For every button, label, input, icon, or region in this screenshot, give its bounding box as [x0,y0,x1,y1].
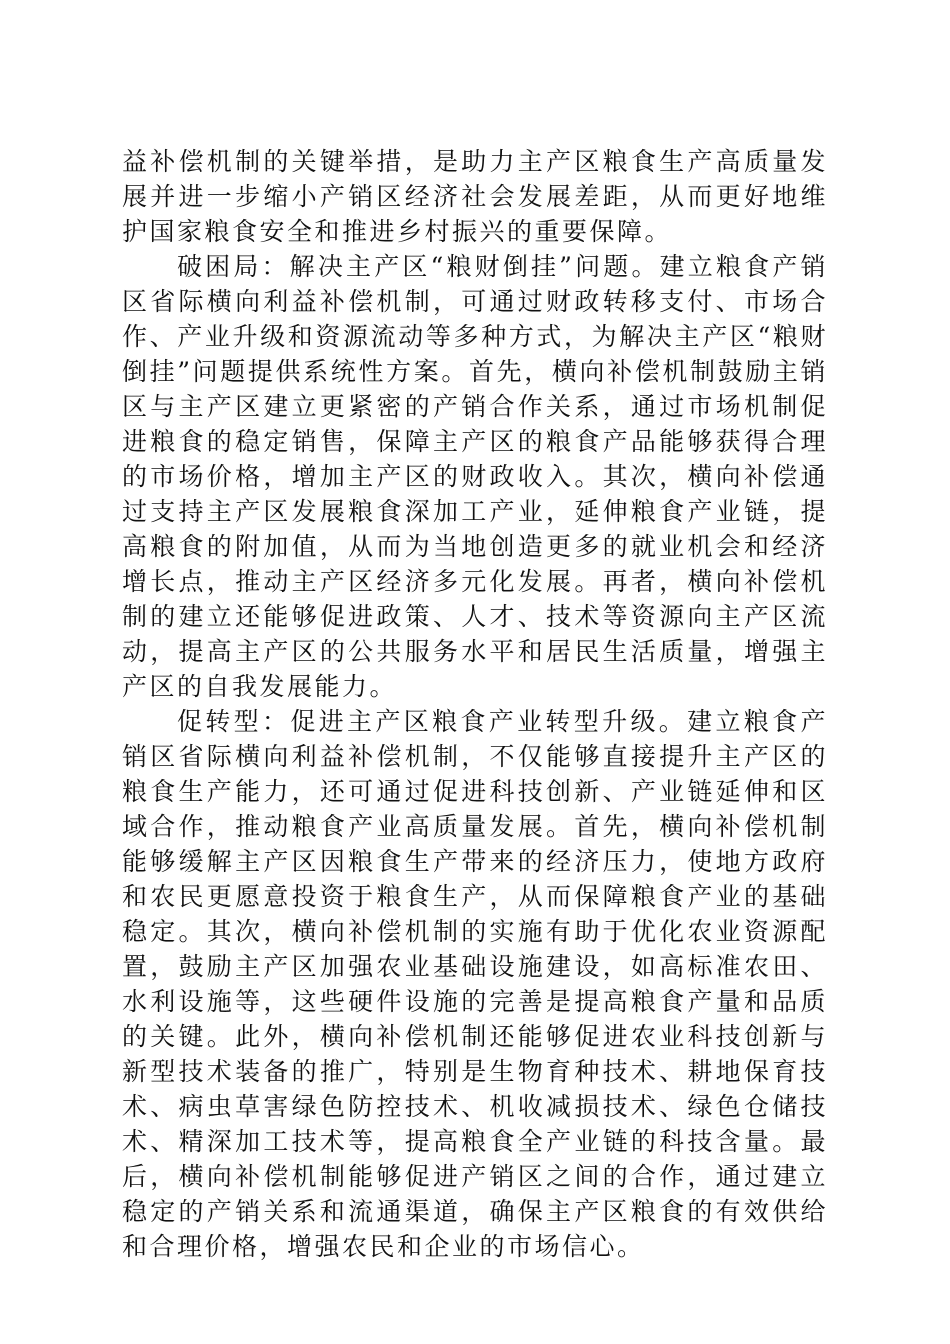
paragraph-continuation: 益补偿机制的关键举措，是助力主产区粮食生产高质量发展并进一步缩小产销区经济社会发展差距，从而更好地维护国家粮食安全和推进乡村振兴的重要保障。 [122,147,828,246]
document-body [122,144,828,1264]
paragraph-break-the-deadlock: 破困局：解决主产区“粮财倒挂”问题。建立粮食产销区省际横向利益补偿机制，可通过财政转移支付、市场合作、产业升级和资源流动等多种方式，为解决主产区“粮财倒挂”问题提供系统性方案。首先，横向补偿机制鼓励主销区与主产区建立更紧密的产销合作关系，通过市场机制促进粮食的稳定销售，保障主产区的粮食产品能够获得合理的市场价格，增加主产区的财政收入。其次，横向补偿通过支持主产区发展粮食深加工产业，延伸粮食产业链，提高粮食的附加值，从而为当地创造更多的就业机会和经济增长点，推动主产区经济多元化发展。再者，横向补偿机制的建立还能够促进政策、人才、技术等资源向主产区流动，提高主产区的公共服务水平和居民生活质量，增强主产区的自我发展能力。 [122,252,828,701]
paragraph-promote-transformation: 促转型：促进主产区粮食产业转型升级。建立粮食产销区省际横向利益补偿机制，不仅能够直接提升主产区的粮食生产能力，还可通过促进科技创新、产业链延伸和区域合作，推动粮食产业高质量发展。首先，横向补偿机制能够缓解主产区因粮食生产带来的经济压力，使地方政府和农民更愿意投资于粮食生产，从而保障粮食产业的基础稳定。其次，横向补偿机制的实施有助于优化农业资源配置，鼓励主产区加强农业基础设施建设，如高标准农田、水利设施等，这些硬件设施的完善是提高粮食产量和品质的关键。此外，横向补偿机制还能够促进农业科技创新与新型技术装备的推广，特别是生物育种技术、耕地保育技术、病虫草害绿色防控技术、机收减损技术、绿色仓储技术、精深加工技术等，提高粮食全产业链的科技含量。最后，横向补偿机制能够促进产销区之间的合作，通过建立稳定的产销关系和流通渠道，确保主产区粮食的有效供给和合理价格，增强农民和企业的市场信心。 [122,707,828,1261]
